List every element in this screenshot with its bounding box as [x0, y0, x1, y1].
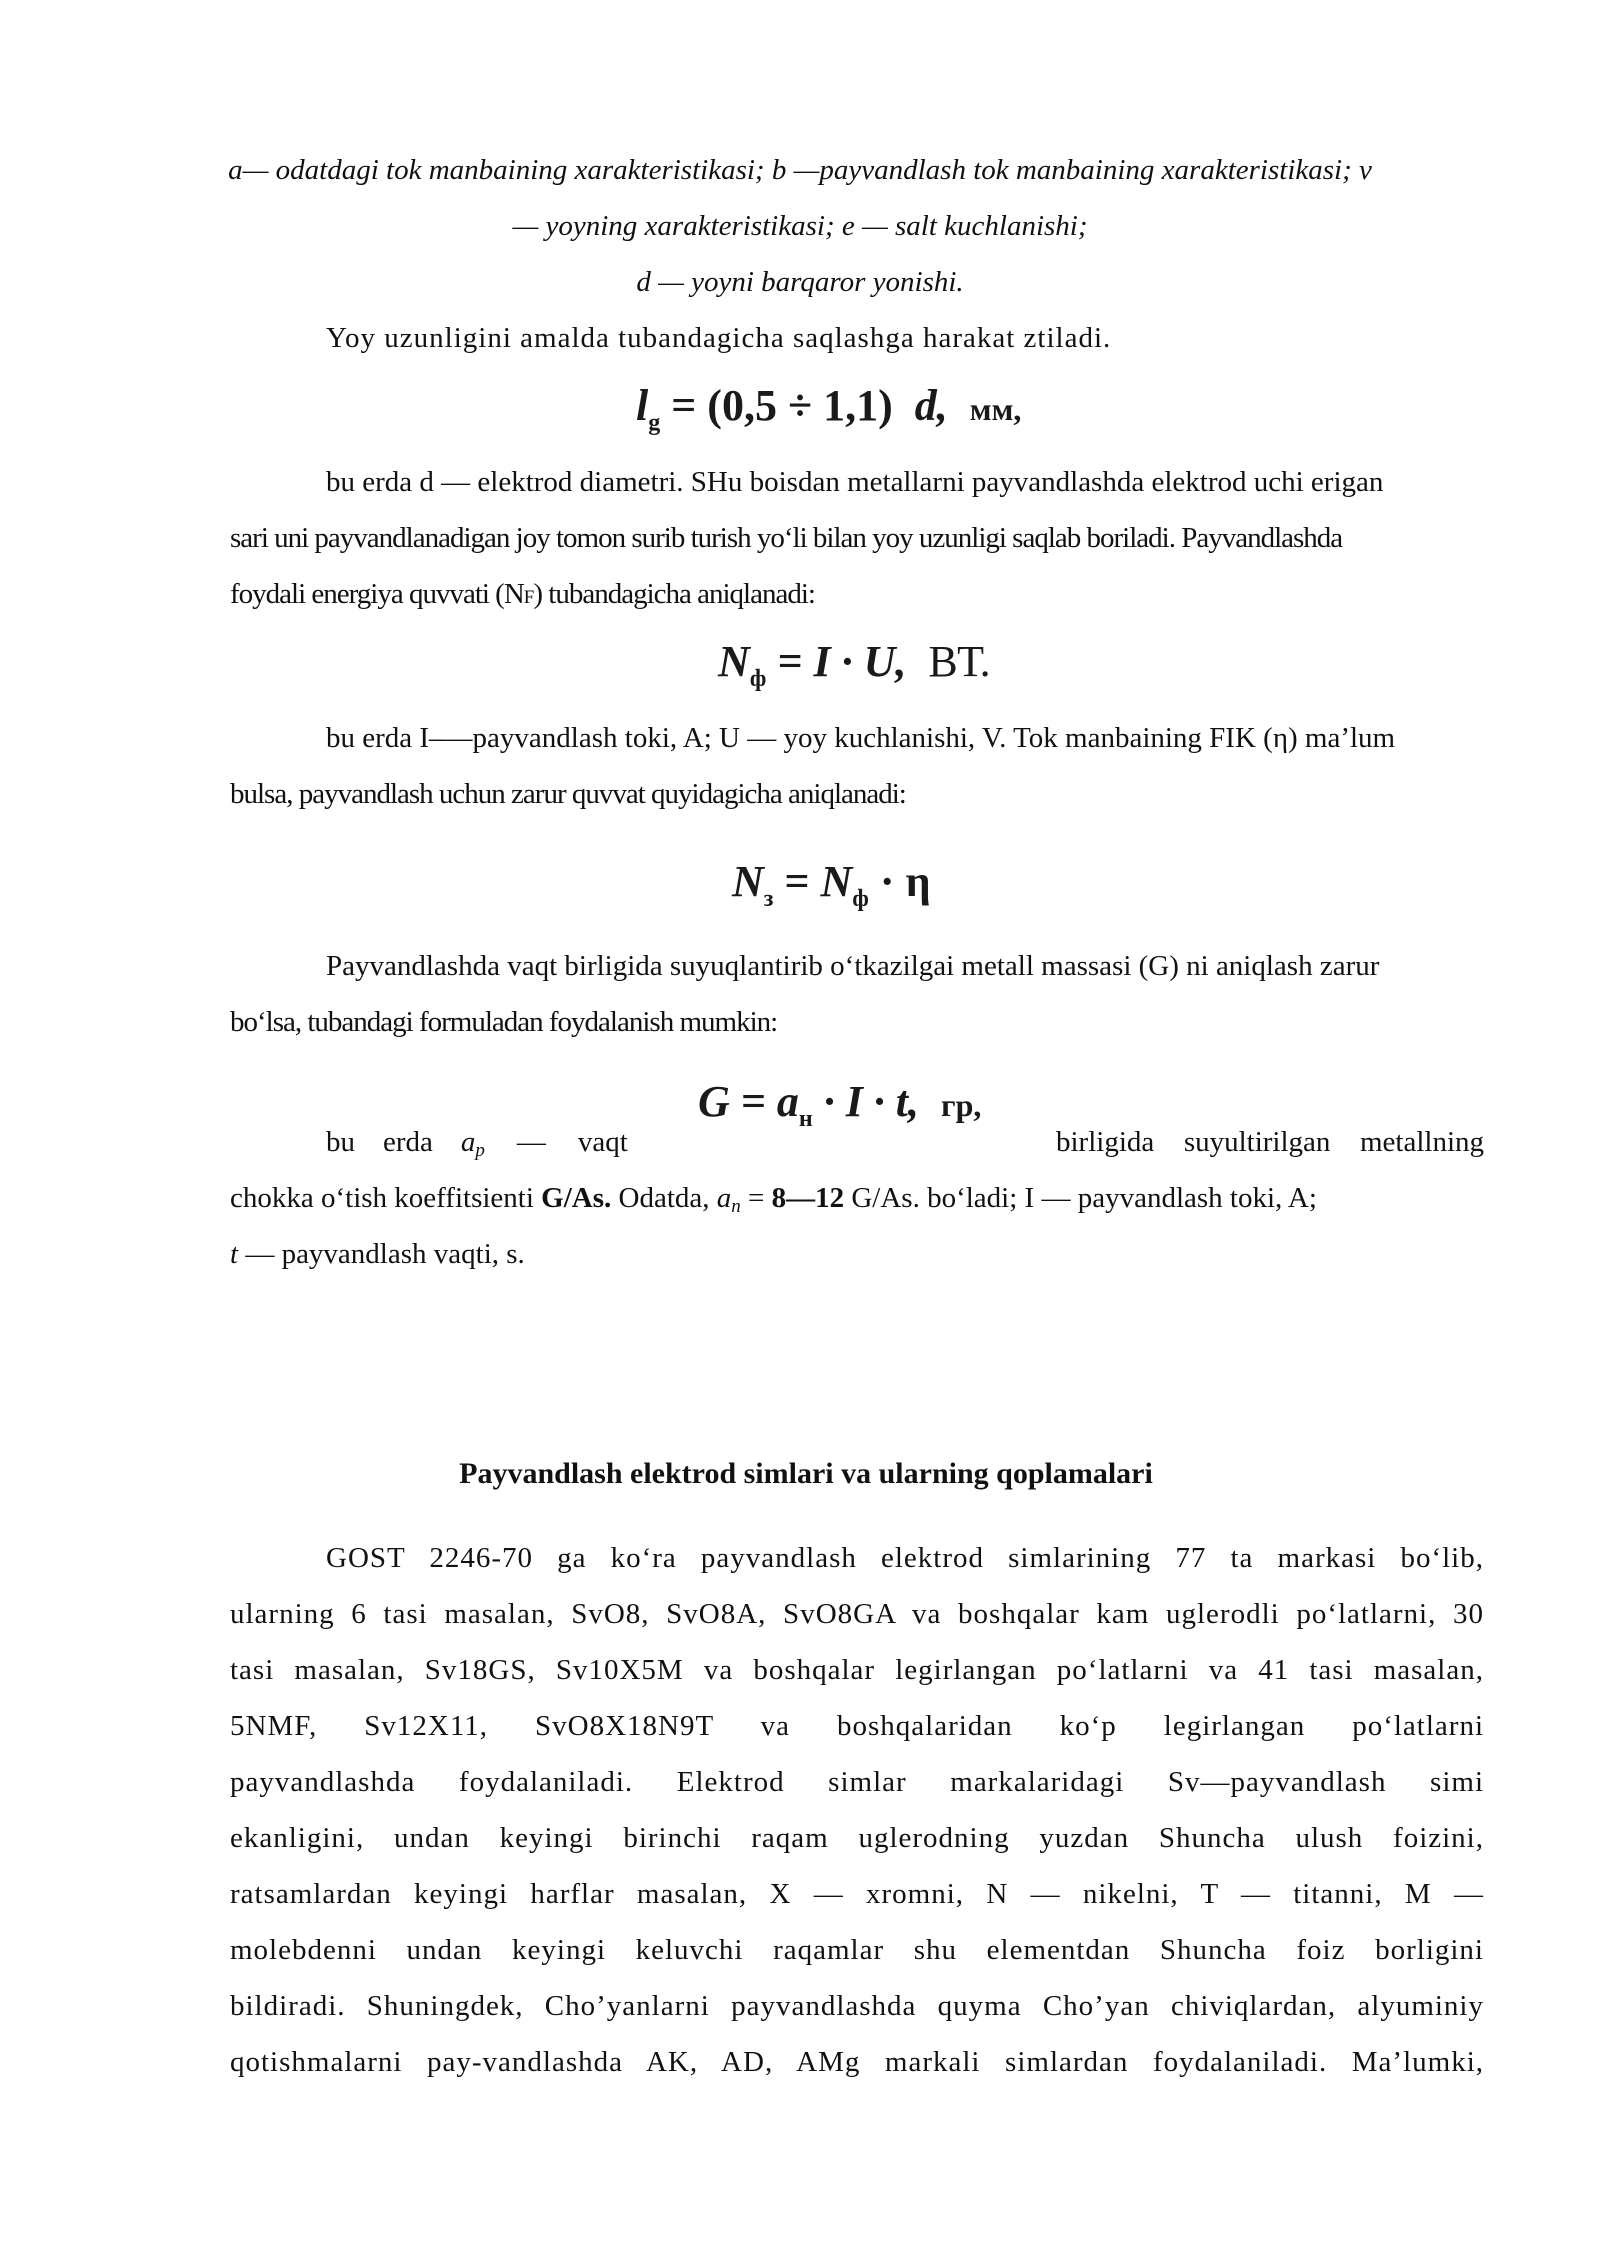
formula-arc-length: [636, 380, 1021, 437]
figure-caption-line-2: — yoyning xarakteristikasi; e — salt kuchlanishi;: [512, 210, 1088, 242]
section-heading: Payvandlash elektrod simlari va ularning qoplamalari: [459, 1457, 1153, 1490]
word-bu: bu: [326, 1126, 355, 1158]
time-definition: — payvandlash vaqti, s.: [238, 1238, 525, 1270]
word-birligida: birligida: [1056, 1126, 1155, 1158]
formula-useful-power-rhs: = I · U,: [777, 637, 907, 686]
formula-arc-length-lhs-subscript: g: [648, 410, 661, 436]
formula-arc-length-unit: мм,: [969, 391, 1022, 427]
coefficient-text: chokka o‘tish koeffitsienti: [230, 1182, 542, 1214]
formula-useful-power-unit: ВТ.: [928, 637, 991, 686]
symbol-a-p: a: [460, 1126, 476, 1158]
symbol-a-n: a: [716, 1182, 732, 1214]
formula-deposited-mass-unit: гр,: [941, 1087, 982, 1123]
coefficient-range: 8—12: [771, 1182, 845, 1214]
formula-deposited-mass-lhs: G = a: [698, 1077, 799, 1126]
paragraph-gost-line-5: payvandlashda foydalaniladi. Elektrod simlar markalaridagi Sv—payvandlash simi: [230, 1766, 1484, 1798]
formula-deposited-mass-rhs: · I · t,: [823, 1077, 920, 1126]
word-dash: —: [516, 1126, 546, 1158]
paragraph-electrode-line-2: sari uni payvandlanadigan joy tomon surib turish yo‘li bilan yoy uzunligi saqlab boriladi. Payvandlashda: [230, 522, 1343, 554]
paragraph-gost-line-8: molebdenni undan keyingi keluvchi raqamlar shu elementdan Shuncha foiz borligini: [230, 1934, 1484, 1966]
paragraph-coefficient-line-1-left: [326, 1122, 628, 1171]
formula-useful-power-subscript: ф: [749, 666, 767, 692]
word-vaqt: vaqt: [577, 1126, 628, 1158]
formula-arc-length-range: = (0,5 ÷ 1,1): [671, 381, 893, 430]
paragraph-coefficient-line-3: [230, 1234, 525, 1274]
formula-deposited-mass-subscript: н: [798, 1106, 813, 1132]
formula-required-power-lhs: N: [732, 857, 764, 906]
coefficient-usually: Odatda,: [611, 1182, 717, 1214]
paragraph-coefficient-line-2: [230, 1178, 1317, 1227]
word-metallning: metallning: [1359, 1126, 1484, 1158]
paragraph-mass-line-2: bo‘lsa, tubandagi formuladan foydalanish mumkin:: [230, 1006, 778, 1038]
word-erda: erda: [383, 1126, 433, 1158]
symbol-t: t: [230, 1238, 239, 1270]
figure-caption-line-1: a— odatdagi tok manbaining xarakteristikasi; b —payvandlash tok manbaining xarakteristikasi; v: [228, 154, 1372, 186]
coefficient-tail: G/As. bo‘ladi; I — payvandlash toki, A;: [844, 1182, 1317, 1214]
formula-deposited-mass: [698, 1076, 981, 1133]
formula-useful-power-lhs: N: [718, 637, 750, 686]
coefficient-equals: =: [740, 1182, 772, 1214]
paragraph-mass-line-1: Payvandlashda vaqt birligida suyuqlantirib o‘tkazilgai metall massasi (G) ni aniqlash zarur: [326, 950, 1380, 982]
formula-useful-power: [718, 636, 991, 693]
paragraph-gost-line-10: qotishmalarni pay-vandlashda AK, AD, AMg markali simlardan foydalaniladi. Ma’lumki,: [230, 2046, 1484, 2078]
paragraph-gost-line-2: ularning 6 tasi masalan, SvO8, SvO8A, SvO8GA va boshqalar kam uglerodli po‘latlarni, 30: [230, 1598, 1484, 1630]
paragraph-gost-line-3: tasi masalan, Sv18GS, Sv10X5M va boshqalar legirlangan po‘latlarni va 41 tasi masalan,: [230, 1654, 1484, 1686]
paragraph-gost-line-6: ekanligini, undan keyingi birinchi raqam uglerodning yuzdan Shuncha ulush foizini,: [230, 1822, 1484, 1854]
formula-required-power-rhs-subscript: ф: [852, 886, 869, 912]
formula-required-power-equals: =: [784, 857, 810, 906]
formula-arc-length-variable: d,: [914, 381, 948, 430]
power-text-pre: foydali energiya quvvati (N: [230, 578, 524, 610]
paragraph-electrode-line-1: bu erda d — elektrod diametri. SHu boisdan metallarni payvandlashda elektrod uchi erigan: [326, 466, 1384, 498]
paragraph-current-line-2: bulsa, payvandlash uchun zarur quvvat quyidagicha aniqlanadi:: [230, 778, 906, 810]
formula-required-power-efficiency: · η: [879, 857, 931, 906]
paragraph-gost-line-9: bildiradi. Shuningdek, Cho’yanlarni payvandlashda quyma Cho’yan chiviqlardan, alyuminiy: [230, 1990, 1484, 2022]
formula-required-power-rhs: N: [820, 857, 853, 906]
paragraph-electrode-line-3: [230, 574, 815, 618]
formula-required-power-lhs-subscript: з: [763, 886, 774, 912]
figure-caption-line-3: d — yoyni barqaror yonishi.: [636, 266, 964, 298]
formula-arc-length-lhs: l: [636, 381, 649, 430]
symbol-a-p-subscript: p: [475, 1140, 485, 1161]
symbol-a-n-subscript: n: [731, 1196, 741, 1217]
word-suyultirilgan: suyultirilgan: [1183, 1126, 1331, 1158]
paragraph-current-line-1: bu erda I–—payvandlash toki, A; U — yoy kuchlanishi, V. Tok manbaining FIK (η) ma’lum: [326, 722, 1396, 754]
power-text-post: ) tubandagicha aniqlanadi:: [533, 578, 815, 610]
coefficient-unit: G/As.: [541, 1182, 612, 1214]
paragraph-coefficient-line-1-right: [1056, 1122, 1484, 1162]
paragraph-gost-line-7: ratsamlardan keyingi harflar masalan, X — xromni, N — nikelni, T — titanni, M —: [230, 1878, 1484, 1910]
formula-required-power: [732, 856, 931, 913]
paragraph-gost-line-1: GOST 2246-70 ga ko‘ra payvandlash elektrod simlarining 77 ta markasi bo‘lib,: [326, 1542, 1484, 1574]
paragraph-arc-length: Yoy uzunligini amalda tubandagicha saqlashga harakat ztiladi.: [326, 322, 1112, 354]
paragraph-gost-line-4: 5NMF, Sv12X11, SvO8X18N9T va boshqalaridan ko‘p legirlangan po‘latlarni: [230, 1710, 1484, 1742]
power-subscript: F: [523, 587, 534, 608]
